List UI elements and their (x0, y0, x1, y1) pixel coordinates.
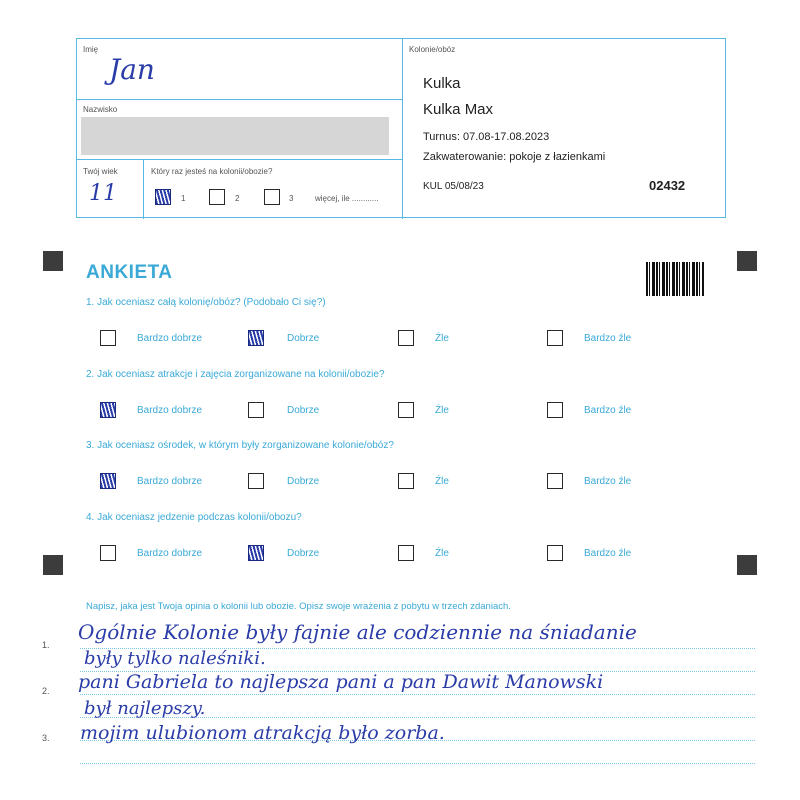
q4-option-label: Bardzo źle (584, 548, 632, 559)
accommodation-label: Zakwaterowanie: (423, 151, 507, 163)
turnus-value: 07.08-17.08.2023 (462, 131, 550, 143)
which-time-option-1: 1 (181, 194, 186, 203)
q4-checkbox-dobrze[interactable] (248, 545, 264, 561)
name-value[interactable]: Jan (109, 53, 155, 86)
header-form (76, 38, 726, 218)
q4-option-label: Bardzo dobrze (137, 548, 203, 559)
camp-label: Kolonie/obóz (409, 45, 456, 54)
handwritten-answer-line[interactable]: Ogólnie Kolonie były fajnie ale codziennie na śniadanie (78, 620, 637, 644)
q2-checkbox-zle[interactable] (398, 402, 414, 418)
q3-option-label: Dobrze (287, 476, 320, 487)
survey-title: ANKIETA (86, 262, 173, 283)
q3-checkbox-bardzo-zle[interactable] (547, 473, 563, 489)
handwritten-answer-line[interactable]: były tylko naleśniki. (84, 648, 266, 669)
q4-option-label: Dobrze (287, 548, 320, 559)
name-label: Imię (83, 45, 99, 54)
handwritten-answer-line[interactable]: był najlepszy. (84, 698, 206, 719)
registration-marker (737, 555, 757, 575)
question-2: 2. Jak oceniasz atrakcje i zajęcia zorganizowane na kolonii/obozie? (86, 369, 385, 380)
camp-name: Kulka (423, 75, 461, 92)
q1-checkbox-zle[interactable] (398, 330, 414, 346)
form-number: 02432 (649, 178, 686, 193)
q1-checkbox-dobrze[interactable] (248, 330, 264, 346)
q1-checkbox-bardzo-dobrze[interactable] (100, 330, 116, 346)
question-3: 3. Jak oceniasz ośrodek, w którym były zorganizowane kolonie/obóz? (86, 440, 394, 451)
q3-option-label: Bardzo dobrze (137, 476, 203, 487)
which-time-option-more: więcej, ile ............ (315, 194, 379, 203)
redacted-surname (81, 117, 389, 155)
age-value[interactable]: 11 (89, 181, 117, 206)
line-number: 3. (42, 733, 50, 743)
divider (143, 159, 144, 219)
q3-checkbox-zle[interactable] (398, 473, 414, 489)
answer-line (80, 694, 755, 695)
q1-checkbox-bardzo-zle[interactable] (547, 330, 563, 346)
turnus-label: Turnus: (423, 131, 460, 143)
q2-option-label: Dobrze (287, 405, 320, 416)
accommodation-row (423, 151, 605, 163)
divider (77, 159, 402, 160)
registration-marker (43, 555, 63, 575)
q1-option-label: Źle (435, 333, 449, 344)
q2-checkbox-bardzo-dobrze[interactable] (100, 402, 116, 418)
q1-option-label: Bardzo źle (584, 333, 632, 344)
q3-option-label: Bardzo źle (584, 476, 632, 487)
q3-checkbox-dobrze[interactable] (248, 473, 264, 489)
question-4: 4. Jak oceniasz jedzenie podczas kolonii/obozu? (86, 512, 302, 523)
q2-option-label: Bardzo dobrze (137, 405, 203, 416)
handwritten-answer-line[interactable]: pani Gabriela to najlepsza pani a pan Dawit Manowski (78, 671, 604, 693)
q2-option-label: Bardzo źle (584, 405, 632, 416)
which-time-option-2: 2 (235, 194, 240, 203)
q1-option-label: Bardzo dobrze (137, 333, 203, 344)
q3-option-label: Źle (435, 476, 449, 487)
q2-option-label: Źle (435, 405, 449, 416)
turnus-row (423, 131, 549, 143)
which-time-option-3: 3 (289, 194, 294, 203)
camp-name-2: Kulka Max (423, 101, 494, 118)
q4-option-label: Źle (435, 548, 449, 559)
answer-line (80, 763, 755, 764)
which-time-checkbox-3[interactable] (264, 189, 280, 205)
line-number: 1. (42, 640, 50, 650)
divider (402, 39, 403, 219)
camp-code: KUL 05/08/23 (423, 181, 484, 192)
registration-marker (737, 251, 757, 271)
which-time-checkbox-2[interactable] (209, 189, 225, 205)
handwritten-answer-line[interactable]: mojim ulubionom atrakcją było zorba. (80, 722, 445, 744)
age-label: Twój wiek (83, 167, 118, 176)
opinion-prompt: Napisz, jaka jest Twoja opinia o kolonii lub obozie. Opisz swoje wrażenia z pobytu w trzech zdaniach. (86, 601, 511, 612)
q3-checkbox-bardzo-dobrze[interactable] (100, 473, 116, 489)
divider (77, 99, 402, 100)
q4-checkbox-zle[interactable] (398, 545, 414, 561)
q4-checkbox-bardzo-zle[interactable] (547, 545, 563, 561)
line-number: 2. (42, 686, 50, 696)
q2-checkbox-bardzo-zle[interactable] (547, 402, 563, 418)
which-time-label: Który raz jesteś na kolonii/obozie? (151, 167, 273, 176)
registration-marker (43, 251, 63, 271)
q4-checkbox-bardzo-dobrze[interactable] (100, 545, 116, 561)
which-time-checkbox-1[interactable] (155, 189, 171, 205)
q2-checkbox-dobrze[interactable] (248, 402, 264, 418)
surname-label: Nazwisko (83, 105, 118, 114)
question-1: 1. Jak oceniasz całą kolonię/obóz? (Podobało Ci się?) (86, 297, 326, 308)
q1-option-label: Dobrze (287, 333, 320, 344)
accommodation-value: pokoje z łazienkami (509, 151, 606, 163)
barcode (646, 262, 704, 296)
